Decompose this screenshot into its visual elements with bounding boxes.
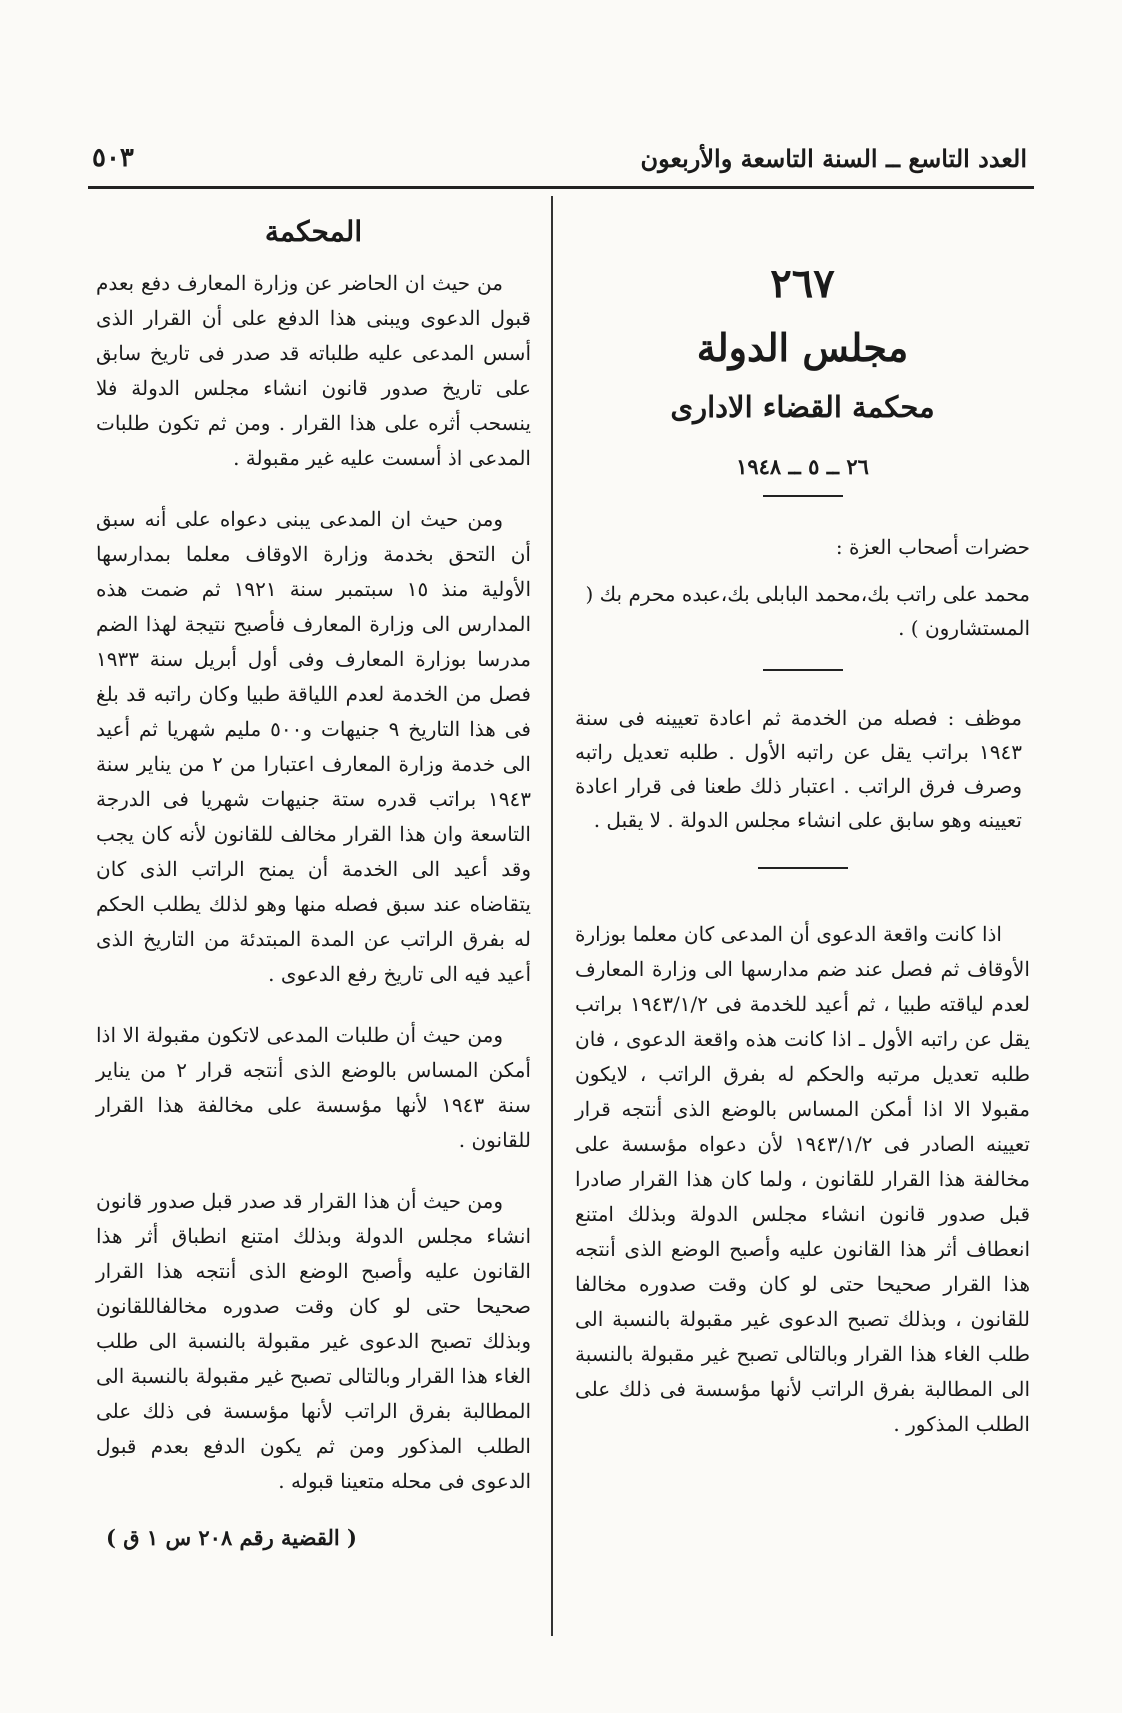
ruling-paragraph: من حيث ان الحاضر عن وزارة المعارف دفع بعدم قبول الدعوى ويبنى هذا الدفع على أن القرار الذى أسس المدعى عليه طلباته قد صدر فى تاريخ سابق على تاريخ صدور قانون انشاء مجلس الدولة فلا ينسحب أثره على هذا القرار . ومن ثم تكون طلبات المدعى اذ أسست عليه غير مقبولة . [96,271,531,470]
section-divider [763,495,843,497]
ruling-title: المحكمة [264,215,363,248]
case-number: ٢٦٧ [770,260,835,307]
page-number: ٥٠٣ [92,143,134,173]
section-divider [758,867,848,869]
ruling-paragraph: ومن حيث أن طلبات المدعى لاتكون مقبولة الا اذا أمكن المساس بالوضع الذى أنتجه قرار ٢ من يناير سنة ١٩٤٣ لأنها مؤسسة على مخالفة هذا القرار للقانون . [96,1023,531,1152]
case-column [575,215,1030,1442]
case-facts: اذا كانت واقعة الدعوى أن المدعى كان معلما بوزارة الأوقاف ثم فصل عند ضم مدارسها الى وزارة المعارف لعدم لياقته طبيا ، ثم أعيد للخدمة فى ١٩٤٣/١/٢ براتب يقل عن راتبه الأول ـ اذا كانت هذه واقعة الدعوى ، فان طلبه تعديل مرتبه والحكم له بفرق الراتب ، لايكون مقبولا الا اذا أمكن المساس بالوضع الذى أنتجه قرار تعيينه الصادر فى ١٩٤٣/١/٢ لأن دعواه مؤسسة على مخالفة هذا القرار للقانون ، ولما كان هذا القرار صادرا قبل صدور قانون انشاء مجلس الدولة وبذلك امتنع انعطاف أثر هذا القانون عليه وأصبح الوضع الذى أنتجه هذا القرار صحيحا حتى لو كان وقت صدوره مخالفا للقانون ، وبذلك تصبح الدعوى غير مقبولة بالنسبة الى طلب الغاء هذا القرار وبالتالى تصبح غير مقبولة بالنسبة الى المطالبة بفرق الراتب لأنها مؤسسة فى ذلك على الطلب المذكور . [575,922,1031,1436]
header-rule [88,186,1034,189]
case-reference: ( القضية رقم ٢٠٨ س ١ ق ) [106,1525,357,1550]
column-divider [551,196,553,1636]
section-divider [763,669,843,671]
case-summary: موظف : فصله من الخدمة ثم اعادة تعيينه فى سنة ١٩٤٣ براتب يقل عن راتبه الأول . طلبه تعديل راتبه وصرف فرق الراتب . اعتبار ذلك طعنا فى قرار اعادة تعيينه وهو سابق على انشاء مجلس الدولة . لا يقبل . [575,706,1022,832]
ruling-column [96,215,531,1550]
court-name: محكمة القضاء الادارى [670,390,935,424]
header-title: العدد التاسع ــ السنة التاسعة والأربعون [640,143,1027,173]
decision-date: ٢٦ ــ ٥ ــ ١٩٤٨ [736,454,869,479]
ruling-paragraph: ومن حيث أن هذا القرار قد صدر قبل صدور قانون انشاء مجلس الدولة وبذلك امتنع انطباق أثر هذا القانون عليه وأصبح الوضع الذى أنتجه هذا القرار صحيحا حتى لو كان وقت صدوره مخالفاللقانون وبذلك تصبح الدعوى غير مقبولة بالنسبة الى طلب الغاء هذا القرار وبالتالى تصبح غير مقبولة بالنسبة الى المطالبة بفرق الراتب لأنها مؤسسة فى ذلك على الطلب المذكور ومن ثم يكون الدفع بعدم قبول الدعوى فى محله متعينا قبوله . [96,1189,531,1493]
running-header [92,138,1027,178]
ruling-paragraph: ومن حيث ان المدعى يبنى دعواه على أنه سبق أن التحق بخدمة وزارة الاوقاف معلما بمدارسها الأولية منذ ١٥ سبتمبر سنة ١٩٢١ ثم ضمت هذه المدارس الى وزارة المعارف فأصبح نتيجة لهذا الضم مدرسا بوزارة المعارف وفى أول أبريل سنة ١٩٣٣ فصل من الخدمة لعدم اللياقة طبيا وكان راتبه قد بلغ فى هذا التاريخ ٩ جنيهات و٥٠٠ مليم شهريا ثم أعيد الى خدمة وزارة المعارف اعتبارا من ٢ من يناير سنة ١٩٤٣ براتب قدره ستة جنيهات شهريا فى الدرجة التاسعة وان هذا القرار مخالف للقانون لأنه كان يجب وقد أعيد الى الخدمة أن يمنح الراتب الذى كان يتقاضاه عند سبق فصله منها وهو لذلك يطلب الحكم له بفرق الراتب عن المدة المبتدئة من التاريخ الذى أعيد فيه الى تاريخ رفع الدعوى . [96,507,531,986]
panel-label: حضرات أصحاب العزة : [835,535,1030,559]
panel-members: محمد على راتب بك،محمد البابلى بك،عبده محرم بك ( المستشارون ) . [585,582,1030,640]
council-name: مجلس الدولة [696,325,909,370]
